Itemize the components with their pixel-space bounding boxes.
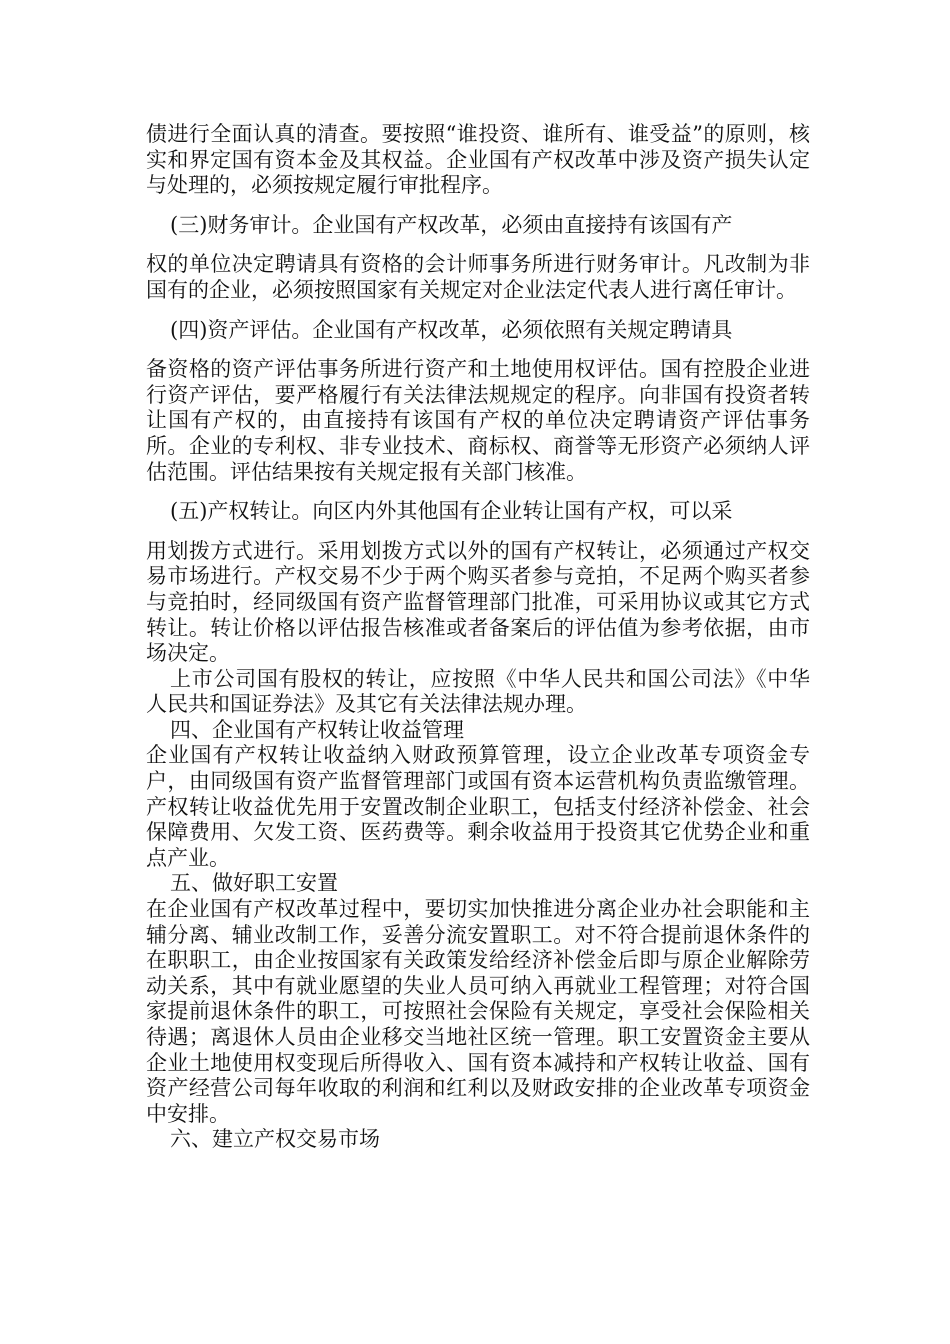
paragraph-staff: 在企业国有产权改革过程中，要切实加快推进分离企业办社会职能和主辅分离、辅业改制工作，妥善分流安置职工。对不符合提前退休条件的在职职工，由企业按国家有关政策发给经济补偿金后即与原企业解除劳动关系，其中有就业愿望的失业人员可纳入再就业工程管理；对符合国家提前退休条件的职工，可按照社会保险有关规定，享受社会保险相关待遇；离退休人员由企业移交当地社区统一管理。职工安置资金主要从企业土地使用权变现后所得收入、国有资本减持和产权转让收益、国有资产经营公司每年收取的利润和红利以及财政安排的企业改革专项资金中安排。 xyxy=(146,897,810,1126)
paragraph-revenue: 企业国有产权转让收益纳入财政预算管理，设立企业改革专项资金专户，由同级国有资产监督管理部门或国有资本运营机构负责监缴管理。产权转让收益优先用于安置改制企业职工，包括支付经济补偿金、社会保障费用、欠发工资、医药费等。剩余收益用于投资其它优势企业和重点产业。 xyxy=(146,743,810,870)
section-heading-staff: 五、做好职工安置 xyxy=(170,871,338,896)
document-page xyxy=(146,122,810,1153)
paragraph-asset-check: 债进行全面认真的清查。要按照“谁投资、谁所有、谁受益”的原则，核实和界定国有资本金及其权益。企业国有产权改革中涉及资产损失认定与处理的，必须按规定履行审批程序。 xyxy=(146,122,810,198)
paragraph-valuation-heading: (四)资产评估。企业国有产权改革，必须依照有关规定聘请具 xyxy=(170,317,733,342)
section-heading-revenue: 四、企业国有产权转让收益管理 xyxy=(170,717,464,742)
paragraph-audit-body: 权的单位决定聘请具有资格的会计师事务所进行财务审计。凡改制为非国有的企业，必须按照国家有关规定对企业法定代表人进行离任审计。 xyxy=(146,252,810,302)
paragraph-transfer-heading: (五)产权转让。向区内外其他国有企业转让国有产权，可以采 xyxy=(170,499,733,524)
paragraph-valuation-body: 备资格的资产评估事务所进行资产和土地使用权评估。国有控股企业进行资产评估，要严格履行有关法律法规规定的程序。向非国有投资者转让国有产权的，由直接持有该国有产权的单位决定聘请资产评估事务所。企业的专利权、非专业技术、商标权、商誉等无形资产必须纳人评估范围。评估结果按有关规定报有关部门核准。 xyxy=(146,357,810,484)
paragraph-transfer-body: 用划拨方式进行。采用划拨方式以外的国有产权转让，必须通过产权交易市场进行。产权交易不少于两个购买者参与竞拍，不足两个购买者参与竞拍时，经同级国有资产监督管理部门批准，可采用协议或其它方式转让。转让价格以评估报告核准或者备案后的评估值为参考依据，由市场决定。 xyxy=(146,538,810,666)
section-heading-market: 六、建立产权交易市场 xyxy=(170,1127,380,1152)
paragraph-listed-company: 上市公司国有股权的转让，应按照《中华人民共和国公司法》《中华人民共和国证券法》及其它有关法律法规办理。 xyxy=(146,666,810,717)
paragraph-audit-heading: (三)财务审计。企业国有产权改革，必须由直接持有该国有产 xyxy=(170,212,733,237)
